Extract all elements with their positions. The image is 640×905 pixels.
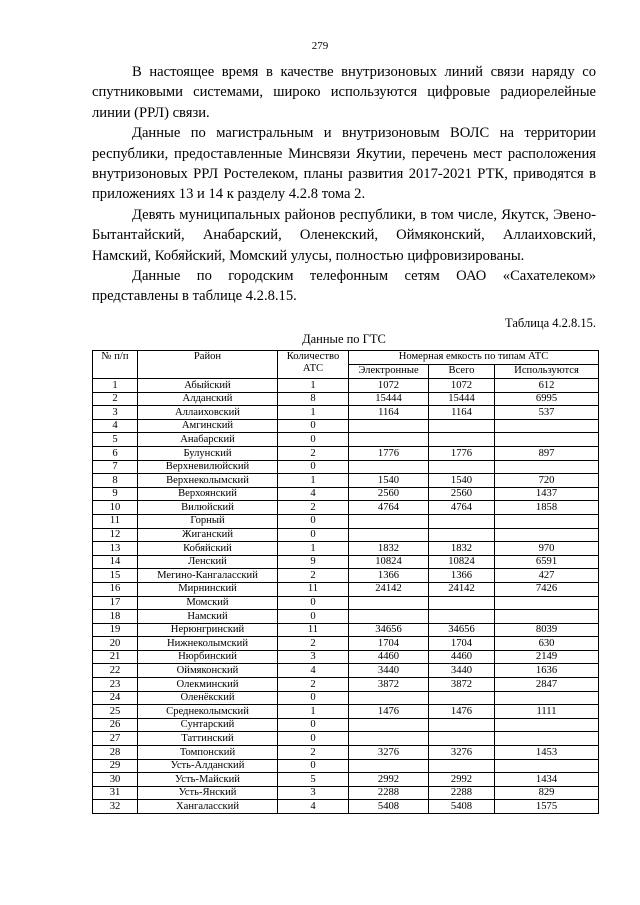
cell-used: [495, 718, 599, 732]
cell-district: Среднеколымский: [138, 705, 278, 719]
cell-used: 6995: [495, 392, 599, 406]
cell-total: 4764: [429, 501, 495, 515]
cell-ats-count: 0: [278, 718, 349, 732]
cell-ats-count: 3: [278, 650, 349, 664]
cell-ats-count: 1: [278, 379, 349, 393]
cell-district: Усть-Майский: [138, 773, 278, 787]
cell-num: 27: [93, 732, 138, 746]
cell-total: 34656: [429, 623, 495, 637]
cell-district: Аллаиховский: [138, 406, 278, 420]
cell-used: 897: [495, 446, 599, 460]
cell-used: [495, 610, 599, 624]
cell-total: [429, 610, 495, 624]
table-row: [93, 691, 599, 705]
cell-used: 970: [495, 542, 599, 556]
cell-ats-count: 1: [278, 406, 349, 420]
cell-total: 2288: [429, 786, 495, 800]
cell-total: [429, 433, 495, 447]
cell-total: [429, 596, 495, 610]
cell-used: 2149: [495, 650, 599, 664]
cell-ats-count: 0: [278, 419, 349, 433]
cell-used: 720: [495, 474, 599, 488]
cell-ats-count: 2: [278, 678, 349, 692]
cell-electronic: [349, 610, 429, 624]
cell-district: Вилюйский: [138, 501, 278, 515]
cell-used: 1858: [495, 501, 599, 515]
cell-total: 3440: [429, 664, 495, 678]
header-electronic: Электронные: [349, 365, 429, 379]
cell-electronic: 1776: [349, 446, 429, 460]
cell-used: [495, 433, 599, 447]
cell-district: Сунтарский: [138, 718, 278, 732]
cell-ats-count: 0: [278, 460, 349, 474]
cell-used: [495, 691, 599, 705]
body-text: [92, 62, 596, 307]
cell-num: 12: [93, 528, 138, 542]
cell-num: 17: [93, 596, 138, 610]
cell-total: 4460: [429, 650, 495, 664]
cell-num: 18: [93, 610, 138, 624]
cell-used: 427: [495, 569, 599, 583]
cell-ats-count: 11: [278, 623, 349, 637]
cell-num: 32: [93, 800, 138, 814]
cell-electronic: 5408: [349, 800, 429, 814]
cell-total: [429, 419, 495, 433]
cell-ats-count: 1: [278, 474, 349, 488]
table-row: [93, 732, 599, 746]
cell-used: [495, 528, 599, 542]
cell-total: [429, 718, 495, 732]
cell-used: [495, 419, 599, 433]
table-row: [93, 446, 599, 460]
cell-electronic: [349, 732, 429, 746]
cell-used: [495, 514, 599, 528]
cell-district: Алданский: [138, 392, 278, 406]
cell-district: Нижнеколымский: [138, 637, 278, 651]
table-title: Данные по ГТС: [302, 332, 386, 346]
cell-total: 1476: [429, 705, 495, 719]
cell-used: 829: [495, 786, 599, 800]
cell-num: 4: [93, 419, 138, 433]
cell-ats-count: 1: [278, 542, 349, 556]
cell-electronic: 1164: [349, 406, 429, 420]
cell-num: 10: [93, 501, 138, 515]
table-row: [93, 759, 599, 773]
cell-total: [429, 514, 495, 528]
table-row: [93, 555, 599, 569]
cell-district: Верхневилюйский: [138, 460, 278, 474]
table-row: [93, 542, 599, 556]
cell-ats-count: 0: [278, 759, 349, 773]
cell-ats-count: 0: [278, 691, 349, 705]
table-row: [93, 406, 599, 420]
cell-used: 1434: [495, 773, 599, 787]
cell-used: [495, 732, 599, 746]
cell-num: 6: [93, 446, 138, 460]
cell-used: 630: [495, 637, 599, 651]
header-total: Всего: [429, 365, 495, 379]
cell-electronic: [349, 514, 429, 528]
cell-total: 15444: [429, 392, 495, 406]
cell-district: Таттинский: [138, 732, 278, 746]
cell-electronic: 2992: [349, 773, 429, 787]
cell-used: [495, 460, 599, 474]
table-row: [93, 623, 599, 637]
table-number: Таблица 4.2.8.15.: [505, 316, 596, 330]
cell-district: Хангаласский: [138, 800, 278, 814]
cell-num: 19: [93, 623, 138, 637]
cell-electronic: 1366: [349, 569, 429, 583]
cell-district: Момский: [138, 596, 278, 610]
cell-electronic: 24142: [349, 582, 429, 596]
cell-total: [429, 759, 495, 773]
cell-ats-count: 0: [278, 433, 349, 447]
cell-ats-count: 4: [278, 800, 349, 814]
cell-used: 612: [495, 379, 599, 393]
cell-electronic: [349, 433, 429, 447]
table-row: [93, 678, 599, 692]
cell-electronic: [349, 718, 429, 732]
cell-total: 1704: [429, 637, 495, 651]
cell-district: Горный: [138, 514, 278, 528]
header-used: Используются: [495, 365, 599, 379]
cell-electronic: [349, 460, 429, 474]
cell-used: 1453: [495, 746, 599, 760]
table-row: [93, 419, 599, 433]
cell-district: Анабарский: [138, 433, 278, 447]
cell-electronic: 2560: [349, 487, 429, 501]
cell-total: 10824: [429, 555, 495, 569]
cell-num: 8: [93, 474, 138, 488]
table-row: [93, 514, 599, 528]
cell-num: 30: [93, 773, 138, 787]
cell-total: [429, 528, 495, 542]
gts-table: [92, 350, 599, 814]
cell-ats-count: 11: [278, 582, 349, 596]
cell-used: 537: [495, 406, 599, 420]
cell-district: Кобяйский: [138, 542, 278, 556]
cell-used: 1111: [495, 705, 599, 719]
cell-used: [495, 759, 599, 773]
cell-num: 25: [93, 705, 138, 719]
table-row: [93, 773, 599, 787]
cell-ats-count: 0: [278, 596, 349, 610]
cell-ats-count: 2: [278, 569, 349, 583]
table-row: [93, 705, 599, 719]
cell-district: Оленёкский: [138, 691, 278, 705]
cell-total: [429, 460, 495, 474]
cell-used: [495, 596, 599, 610]
cell-electronic: 15444: [349, 392, 429, 406]
cell-electronic: 4764: [349, 501, 429, 515]
cell-district: Ленский: [138, 555, 278, 569]
cell-district: Жиганский: [138, 528, 278, 542]
cell-total: [429, 732, 495, 746]
header-capacity-group: Номерная емкость по типам АТС: [349, 351, 599, 365]
cell-used: 8039: [495, 623, 599, 637]
table-row: [93, 569, 599, 583]
cell-total: 1164: [429, 406, 495, 420]
cell-ats-count: 2: [278, 501, 349, 515]
cell-ats-count: 2: [278, 746, 349, 760]
cell-num: 23: [93, 678, 138, 692]
header-num: № п/п: [93, 351, 138, 379]
cell-ats-count: 2: [278, 637, 349, 651]
header-district: Район: [138, 351, 278, 379]
cell-district: Нерюнгринский: [138, 623, 278, 637]
cell-electronic: [349, 528, 429, 542]
paragraph-gts-reference: Данные по городским телефонным сетям ОАО «Сахателеком» представлены в таблице 4.2.8.15.: [92, 268, 596, 305]
cell-ats-count: 0: [278, 514, 349, 528]
cell-district: Усть-Янский: [138, 786, 278, 800]
cell-electronic: [349, 759, 429, 773]
cell-electronic: 3276: [349, 746, 429, 760]
cell-electronic: 1476: [349, 705, 429, 719]
cell-used: 2847: [495, 678, 599, 692]
cell-num: 11: [93, 514, 138, 528]
cell-ats-count: 0: [278, 610, 349, 624]
cell-used: 1636: [495, 664, 599, 678]
cell-ats-count: 8: [278, 392, 349, 406]
cell-num: 29: [93, 759, 138, 773]
cell-num: 31: [93, 786, 138, 800]
cell-num: 26: [93, 718, 138, 732]
header-ats-count: Количество АТС: [278, 351, 349, 379]
cell-district: Булунский: [138, 446, 278, 460]
cell-district: Нюрбинский: [138, 650, 278, 664]
cell-district: Усть-Алданский: [138, 759, 278, 773]
cell-electronic: [349, 691, 429, 705]
cell-num: 7: [93, 460, 138, 474]
cell-electronic: 34656: [349, 623, 429, 637]
cell-electronic: 3440: [349, 664, 429, 678]
cell-num: 16: [93, 582, 138, 596]
cell-num: 2: [93, 392, 138, 406]
cell-ats-count: 2: [278, 446, 349, 460]
cell-electronic: 4460: [349, 650, 429, 664]
cell-total: 1540: [429, 474, 495, 488]
cell-total: 3872: [429, 678, 495, 692]
cell-ats-count: 5: [278, 773, 349, 787]
table-row: [93, 664, 599, 678]
cell-num: 9: [93, 487, 138, 501]
cell-district: Верхоянский: [138, 487, 278, 501]
cell-district: Намский: [138, 610, 278, 624]
cell-num: 28: [93, 746, 138, 760]
cell-district: Абыйский: [138, 379, 278, 393]
cell-total: 3276: [429, 746, 495, 760]
table-row: [93, 379, 599, 393]
cell-district: Томпонский: [138, 746, 278, 760]
cell-num: 3: [93, 406, 138, 420]
cell-district: Амгинский: [138, 419, 278, 433]
cell-ats-count: 0: [278, 528, 349, 542]
cell-district: Олекминский: [138, 678, 278, 692]
cell-total: 1776: [429, 446, 495, 460]
table-row: [93, 433, 599, 447]
paragraph-digitized-districts: Девять муниципальных районов республики, в том числе, Якутск, Эвено-Бытантайский, Анабарский, Оленекский, Оймяконский, Аллаиховский, Намский, Кобяйский, Момский улусы, полностью цифровизированы.: [92, 206, 596, 264]
cell-ats-count: 4: [278, 487, 349, 501]
paragraph-rrl: В настоящее время в качестве внутризоновых линий связи наряду со спутниковыми системами, широко используются цифровые радиорелейные линии (РРЛ) связи.: [92, 64, 596, 121]
cell-num: 5: [93, 433, 138, 447]
cell-total: 24142: [429, 582, 495, 596]
cell-electronic: 1704: [349, 637, 429, 651]
table-row: [93, 501, 599, 515]
table-row: [93, 528, 599, 542]
cell-num: 14: [93, 555, 138, 569]
cell-electronic: [349, 596, 429, 610]
cell-total: 5408: [429, 800, 495, 814]
cell-num: 20: [93, 637, 138, 651]
cell-num: 15: [93, 569, 138, 583]
cell-electronic: 1540: [349, 474, 429, 488]
cell-used: 7426: [495, 582, 599, 596]
table-row: [93, 582, 599, 596]
table-row: [93, 786, 599, 800]
cell-district: Оймяконский: [138, 664, 278, 678]
page-number: 279: [311, 40, 329, 52]
cell-total: 1832: [429, 542, 495, 556]
cell-ats-count: 9: [278, 555, 349, 569]
cell-total: [429, 691, 495, 705]
cell-district: Мирнинский: [138, 582, 278, 596]
cell-electronic: 1832: [349, 542, 429, 556]
cell-ats-count: 3: [278, 786, 349, 800]
table-row: [93, 460, 599, 474]
cell-electronic: 10824: [349, 555, 429, 569]
table-body: [93, 379, 599, 814]
table-row: [93, 610, 599, 624]
cell-num: 21: [93, 650, 138, 664]
table-row: [93, 596, 599, 610]
cell-electronic: 3872: [349, 678, 429, 692]
table-row: [93, 718, 599, 732]
cell-total: 1072: [429, 379, 495, 393]
table-row: [93, 637, 599, 651]
cell-ats-count: 4: [278, 664, 349, 678]
cell-ats-count: 1: [278, 705, 349, 719]
table-row: [93, 650, 599, 664]
cell-num: 13: [93, 542, 138, 556]
cell-num: 1: [93, 379, 138, 393]
table-row: [93, 800, 599, 814]
cell-district: Верхнеколымский: [138, 474, 278, 488]
cell-num: 22: [93, 664, 138, 678]
cell-used: 1575: [495, 800, 599, 814]
table-row: [93, 746, 599, 760]
cell-used: 6591: [495, 555, 599, 569]
cell-electronic: 1072: [349, 379, 429, 393]
cell-electronic: 2288: [349, 786, 429, 800]
cell-total: 1366: [429, 569, 495, 583]
cell-used: 1437: [495, 487, 599, 501]
cell-total: 2992: [429, 773, 495, 787]
table-row: [93, 487, 599, 501]
table-header-row: [93, 351, 599, 365]
table-row: [93, 474, 599, 488]
cell-electronic: [349, 419, 429, 433]
cell-total: 2560: [429, 487, 495, 501]
cell-num: 24: [93, 691, 138, 705]
cell-district: Мегино-Кангаласский: [138, 569, 278, 583]
paragraph-vols: Данные по магистральным и внутризоновым ВОЛС на территории республики, предоставленные Минсвязи Якутии, перечень мест расположения внутризоновых РРЛ Ростелеком, планы развития 2017-2021 РТК, приводятся в приложениях 13 и 14 к разделу 4.2.8 тома 2.: [92, 125, 596, 203]
table-row: [93, 392, 599, 406]
cell-ats-count: 0: [278, 732, 349, 746]
